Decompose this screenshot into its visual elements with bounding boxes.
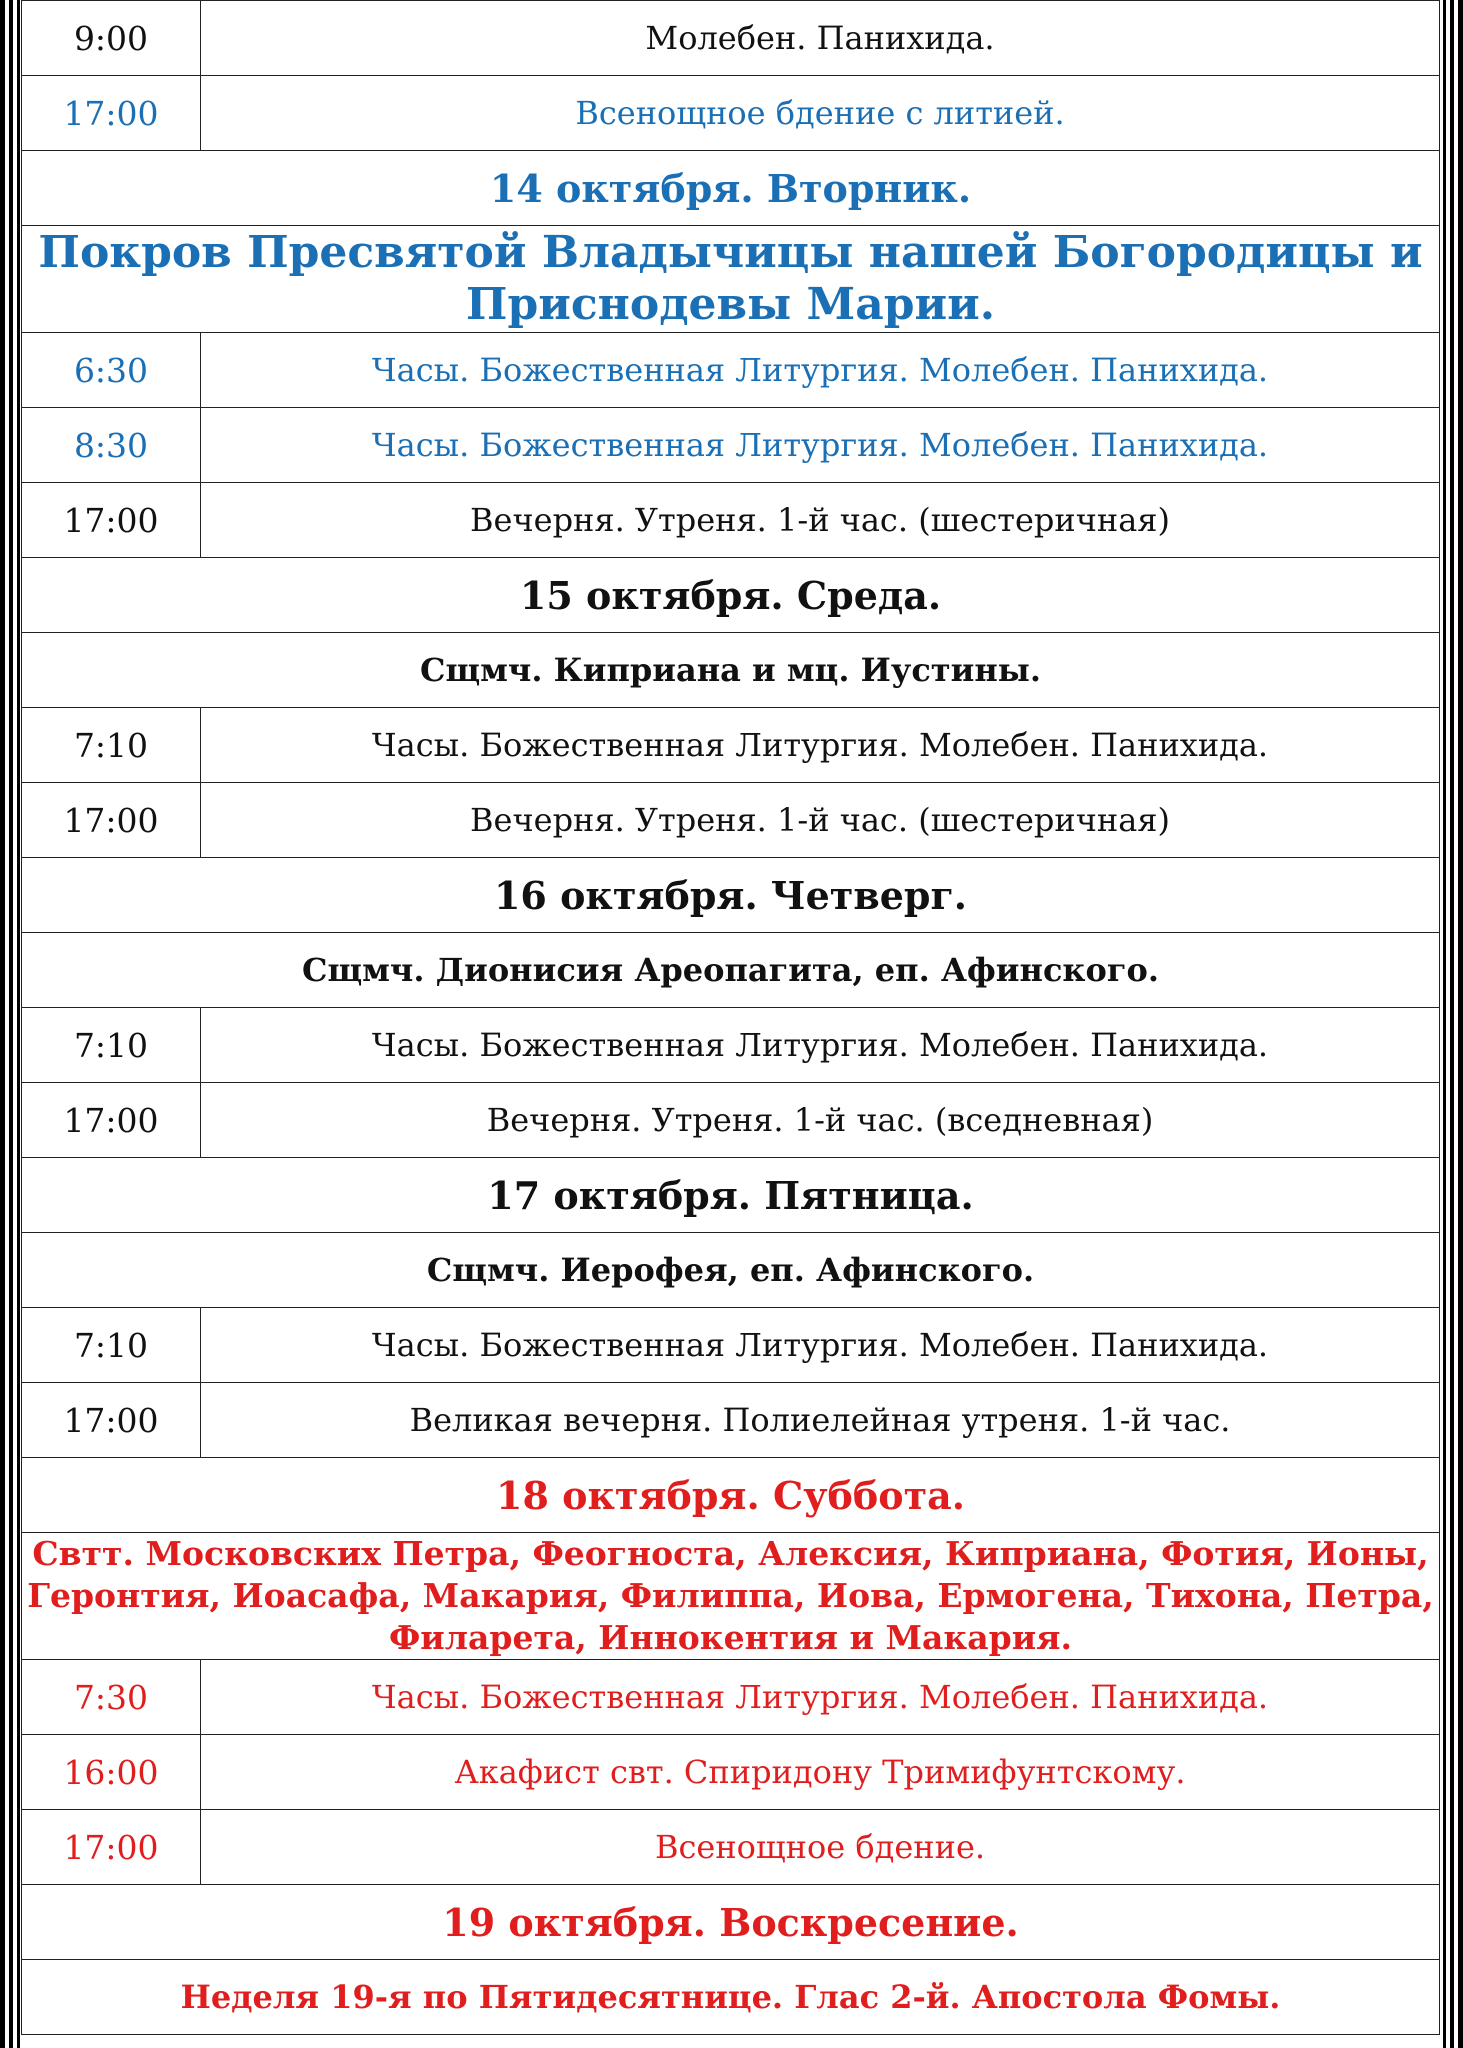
feast-title: Покров Пресвятой Владычицы нашей Богородицы и Приснодевы Марии. [22,226,1440,333]
service-time: 7:30 [22,1660,201,1735]
service-time: 7:10 [22,1308,201,1383]
service-time: 8:30 [22,408,201,483]
service-description: Молебен. Панихида. [201,1,1440,76]
service-schedule-table [21,0,1440,2035]
feast-commemoration: Сщмч. Киприана и мц. Иустины. [22,633,1440,708]
date-heading-row [22,1458,1440,1533]
feast-commemoration: Неделя 19-я по Пятидесятнице. Глас 2-й. Апостола Фомы. [22,1960,1440,2035]
schedule-row [22,783,1440,858]
date-heading: 19 октября. Воскресение. [22,1885,1440,1960]
feast-title-row [22,226,1440,333]
service-description: Вечерня. Утреня. 1-й час. (шестеричная) [201,483,1440,558]
schedule-row [22,408,1440,483]
feast-commemoration-row [22,933,1440,1008]
service-description: Всенощное бдение с литией. [201,76,1440,151]
service-description: Акафист свт. Спиридону Тримифунтскому. [201,1735,1440,1810]
service-time: 17:00 [22,76,201,151]
date-heading-row [22,858,1440,933]
service-description: Часы. Божественная Литургия. Молебен. Панихида. [201,1660,1440,1735]
feast-commemoration-row [22,1233,1440,1308]
service-time: 17:00 [22,1383,201,1458]
schedule-row [22,76,1440,151]
date-heading: 16 октября. Четверг. [22,858,1440,933]
page-border-right [1441,0,1463,2048]
date-heading: 17 октября. Пятница. [22,1158,1440,1233]
service-time: 7:10 [22,708,201,783]
feast-commemoration: Сщмч. Дионисия Ареопагита, еп. Афинского. [22,933,1440,1008]
service-description: Часы. Божественная Литургия. Молебен. Панихида. [201,1008,1440,1083]
date-heading-row [22,1158,1440,1233]
schedule-row [22,1383,1440,1458]
service-description: Всенощное бдение. [201,1810,1440,1885]
schedule-row [22,1008,1440,1083]
service-description: Часы. Божественная Литургия. Молебен. Панихида. [201,708,1440,783]
date-heading-row [22,558,1440,633]
date-heading: 18 октября. Суббота. [22,1458,1440,1533]
service-description: Часы. Божественная Литургия. Молебен. Панихида. [201,1308,1440,1383]
schedule-row [22,1083,1440,1158]
service-time: 17:00 [22,1810,201,1885]
schedule-body [22,1,1440,2035]
service-description: Часы. Божественная Литургия. Молебен. Панихида. [201,333,1440,408]
schedule-row [22,333,1440,408]
feast-commemoration-row [22,633,1440,708]
schedule-row [22,1735,1440,1810]
service-description: Вечерня. Утреня. 1-й час. (шестеричная) [201,783,1440,858]
service-time: 17:00 [22,483,201,558]
schedule-row [22,708,1440,783]
feast-commemoration-row [22,1533,1440,1660]
service-time: 9:00 [22,1,201,76]
date-heading: 14 октября. Вторник. [22,151,1440,226]
service-time: 7:10 [22,1008,201,1083]
schedule-row [22,1810,1440,1885]
date-heading: 15 октября. Среда. [22,558,1440,633]
schedule-row [22,1660,1440,1735]
feast-commemoration: Свтт. Московских Петра, Феогноста, Алексия, Киприана, Фотия, Ионы, Геронтия, Иоасафа, Макария, Филиппа, Иова, Ермогена, Тихона, Петра, Филарета, Иннокентия и Макария. [22,1533,1440,1660]
feast-commemoration-row [22,1960,1440,2035]
schedule-row [22,483,1440,558]
page-border-left [0,0,22,2048]
feast-commemoration: Сщмч. Иерофея, еп. Афинского. [22,1233,1440,1308]
service-time: 6:30 [22,333,201,408]
schedule-row [22,1308,1440,1383]
service-time: 17:00 [22,1083,201,1158]
schedule-row [22,1,1440,76]
service-description: Вечерня. Утреня. 1-й час. (вседневная) [201,1083,1440,1158]
date-heading-row [22,1885,1440,1960]
service-description: Великая вечерня. Полиелейная утреня. 1-й час. [201,1383,1440,1458]
date-heading-row [22,151,1440,226]
service-description: Часы. Божественная Литургия. Молебен. Панихида. [201,408,1440,483]
service-time: 17:00 [22,783,201,858]
service-time: 16:00 [22,1735,201,1810]
